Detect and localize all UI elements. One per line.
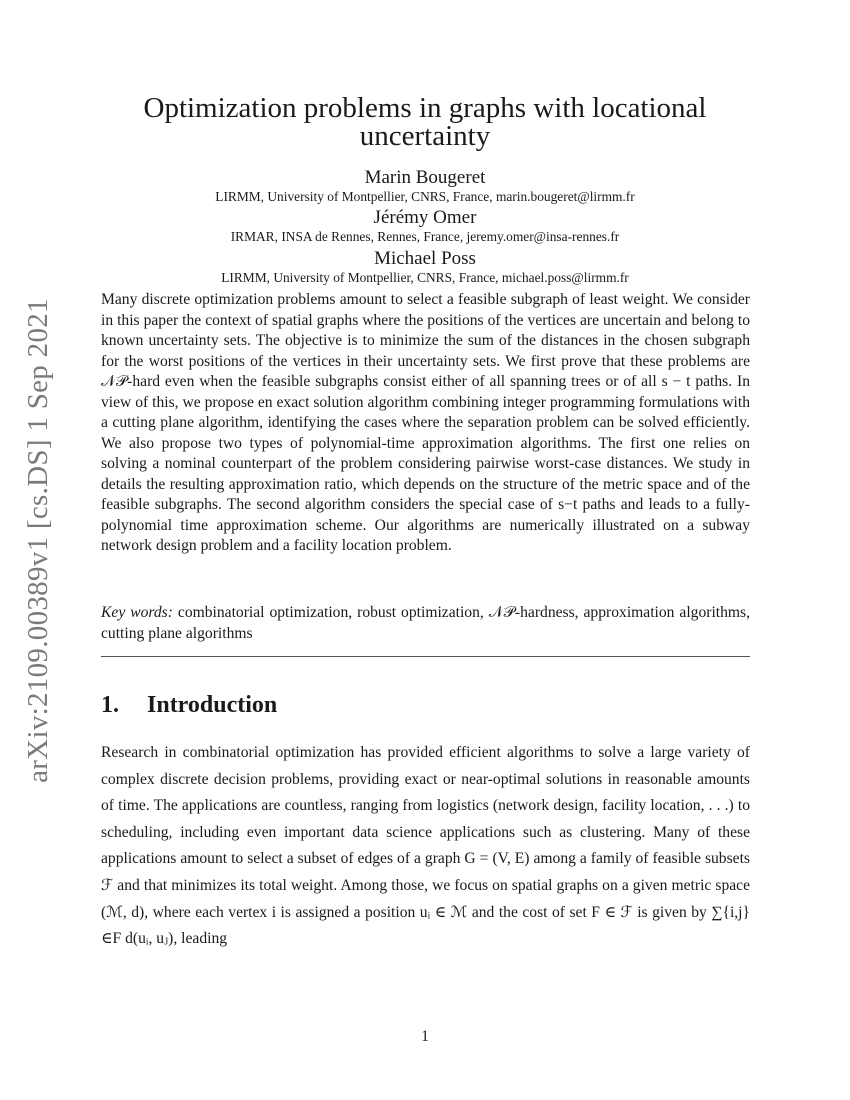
- section-title: Introduction: [147, 692, 278, 718]
- page-number: 1: [421, 1028, 429, 1045]
- section-number: 1.: [101, 692, 119, 718]
- keywords-text: combinatorial optimization, robust optimization, 𝒩𝒫-hardness, approximation algorithms, cutting plane algorithms: [101, 604, 751, 642]
- section-heading: [101, 690, 277, 720]
- author-name: Michael Poss: [374, 248, 476, 269]
- author-affiliation: LIRMM, University of Montpellier, CNRS, France, michael.poss@lirmm.fr: [221, 270, 629, 285]
- author-name: Jérémy Omer: [373, 207, 477, 228]
- paper-title: Optimization problems in graphs with locational uncertainty: [143, 92, 707, 152]
- author-affiliation: LIRMM, University of Montpellier, CNRS, France, marin.bougeret@lirmm.fr: [215, 189, 635, 204]
- arxiv-identifier-stamp: [10, 297, 66, 783]
- introduction-paragraph: Research in combinatorial optimization has provided efficient algorithms to solve a large variety of complex discrete decision problems, providing exact or near-optimal solutions in reasonable amounts of time. The applications are countless, ranging from logistics (network design, facility location, . . .) to scheduling, including even important data science applications such as clustering. Many of these applications amount to select a subset of edges of a graph G = (V, E) among a family of feasible subsets ℱ and that minimizes its total weight. Among those, we focus on spatial graphs on a given metric space (ℳ, d), where each vertex i is assigned a position uᵢ ∈ ℳ and the cost of set F ∈ ℱ is given by ∑{i,j}∈F d(uᵢ, uⱼ), leading: [101, 744, 750, 948]
- section-divider: [101, 656, 750, 657]
- author-name: Marin Bougeret: [364, 167, 486, 188]
- keywords: [101, 603, 750, 644]
- author-affiliation: IRMAR, INSA de Rennes, Rennes, France, jeremy.omer@insa-rennes.fr: [230, 229, 620, 244]
- keywords-label: Key words:: [101, 604, 173, 621]
- abstract: Many discrete optimization problems amount to select a feasible subgraph of least weight. We consider in this paper the context of spatial graphs where the positions of the vertices are uncertain and belong to known uncertainty sets. The objective is to minimize the sum of the distances in the chosen subgraph for the worst positions of the vertices in their uncertainty sets. We first prove that these problems are 𝒩𝒫-hard even when the feasible subgraphs consist either of all spanning trees or of all s − t paths. In view of this, we propose en exact solution algorithm combining integer programming formulations with a cutting plane algorithm, identifying the cases where the separation problem can be solved efficiently. We also propose two types of polynomial-time approximation algorithms. The first one relies on solving a nominal counterpart of the problem considering pairwise worst-case distances. We study in details the resulting approximation ratio, which depends on the structure of the metric space and of the feasible subgraphs. The second algorithm considers the special case of s−t paths and leads to a fully-polynomial time approximation scheme. Our algorithms are numerically illustrated on a subway network design problem and a facility location problem.: [101, 291, 750, 554]
- arxiv-id-text: arXiv:2109.00389v1 [cs.DS] 1 Sep 2021: [21, 297, 54, 783]
